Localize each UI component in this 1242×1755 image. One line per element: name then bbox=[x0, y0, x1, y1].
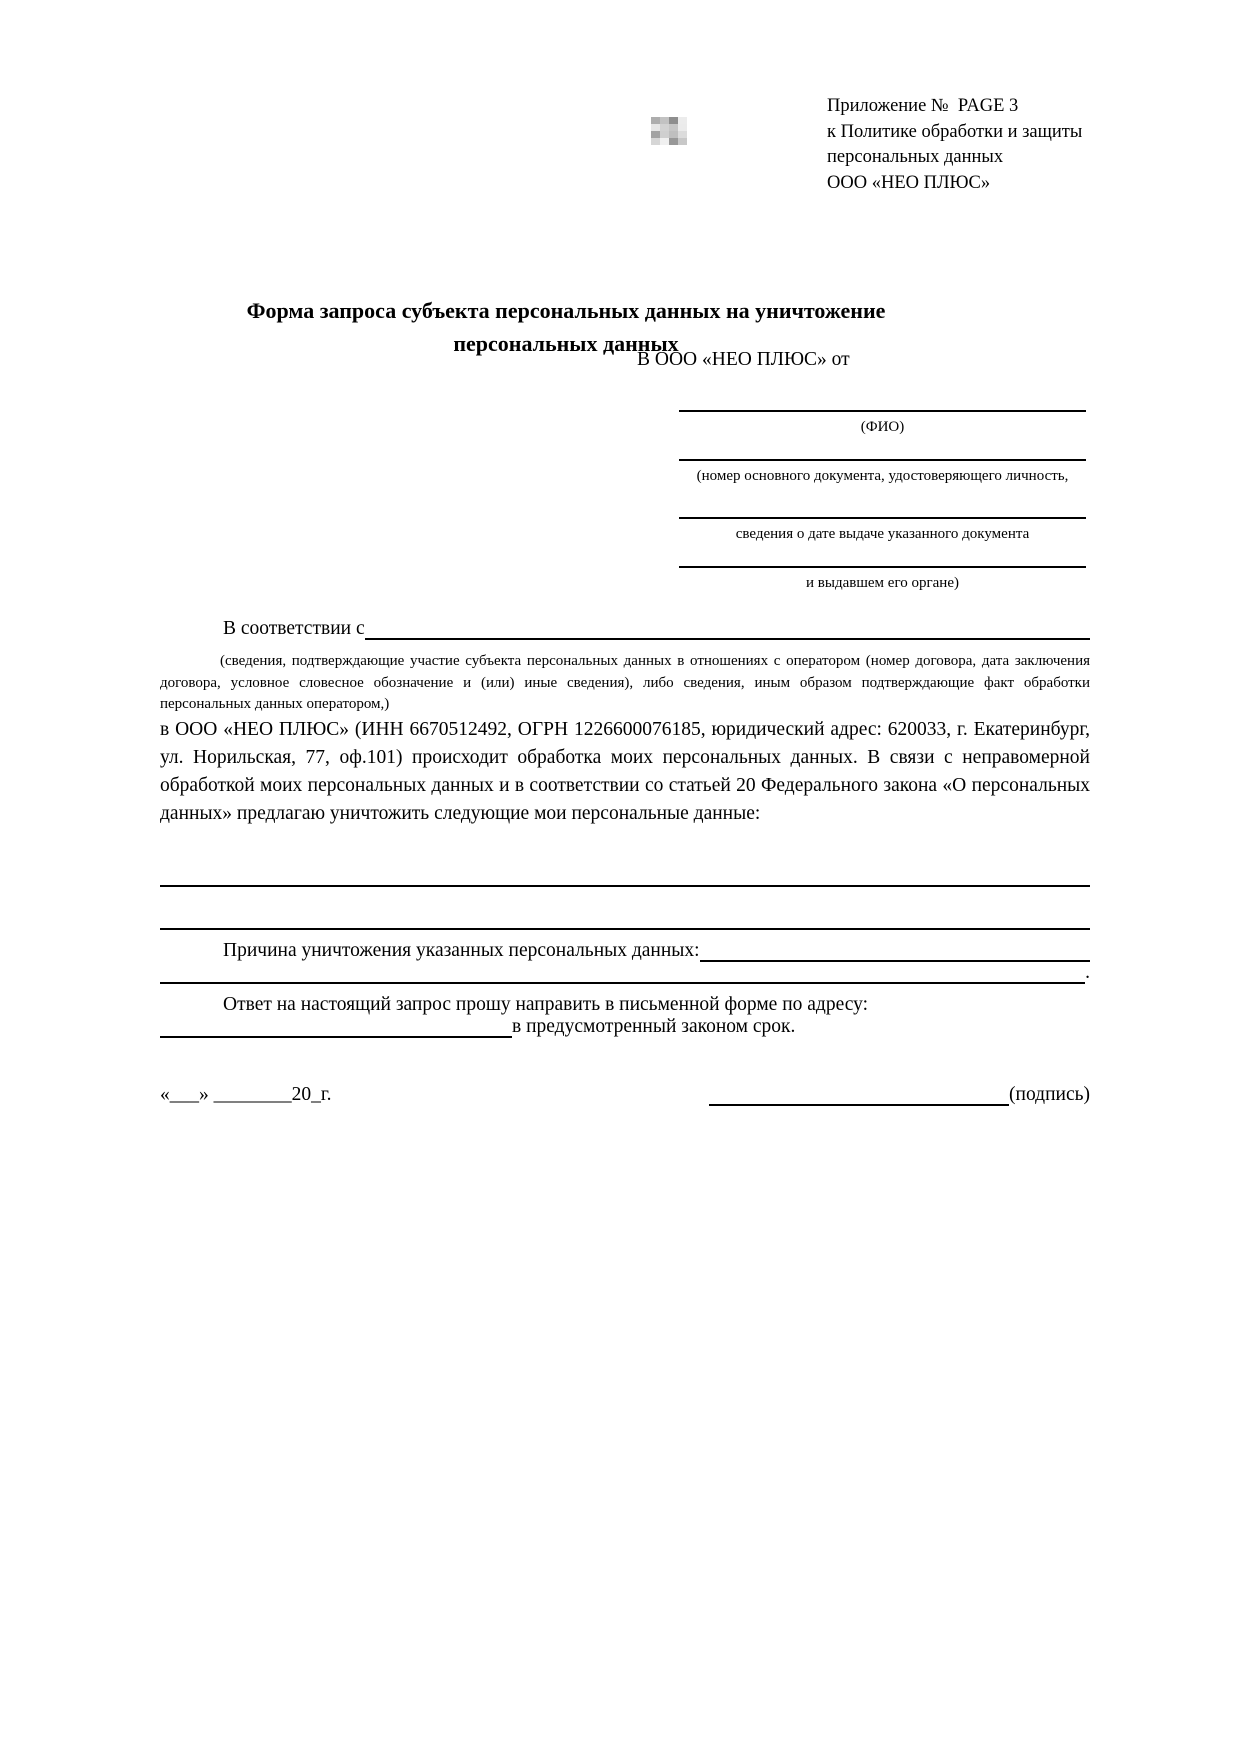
reason-continuation-line bbox=[160, 962, 1090, 984]
reason-blank-line-2 bbox=[160, 962, 1085, 984]
date-blank: «___» ________20_г. bbox=[160, 1084, 332, 1105]
blank-field-document-issue-date: сведения о дате выдаче указанного документа bbox=[679, 517, 1086, 544]
signature-caption: (подпись) bbox=[1009, 1084, 1090, 1105]
appendix-note-line: ООО «НЕО ПЛЮС» bbox=[827, 172, 991, 193]
form-title-line1: Форма запроса субъекта персональных данных на уничтожение bbox=[246, 298, 886, 323]
response-suffix: в предусмотренный законом срок. bbox=[512, 1016, 796, 1037]
appendix-note bbox=[827, 94, 1082, 196]
accordance-line bbox=[160, 618, 1090, 640]
data-blank-line-2 bbox=[160, 928, 1090, 930]
appendix-note-line: персональных данных bbox=[827, 147, 1004, 167]
response-address-line bbox=[160, 1016, 1090, 1038]
reason-label: Причина уничтожения указанных персональных данных: bbox=[223, 940, 700, 961]
body-paragraph: в ООО «НЕО ПЛЮС» (ИНН 6670512492, ОГРН 1226600076185, юридический адрес: 620033, г. Екатеринбург, ул. Норильская, 77, оф.101) происходит обработка моих персональных данных. В связи с неправомерной обработкой моих персональных данных и в соответствии со статьей 20 Федерального закона «О персональных данных» предлагаю уничтожить следующие мои персональные данные: bbox=[160, 719, 1090, 824]
form-title bbox=[160, 294, 972, 360]
accordance-blank-line bbox=[365, 618, 1090, 640]
line-terminator: . bbox=[1085, 962, 1090, 983]
appendix-note-line: Приложение № PAGE 3 bbox=[827, 96, 1019, 116]
signature-row bbox=[160, 1084, 1090, 1106]
blank-field-fio: (ФИО) bbox=[679, 410, 1086, 437]
accordance-footnote: (сведения, подтверждающие участие субъекта персональных данных в отношениях с оператором (номер договора, дата заключения договора, условное словесное обозначение и (или) иные сведения), либо сведения, иным образом подтверждающие факт обработки персональных данных оператором,) bbox=[160, 653, 1090, 712]
reason-blank-line bbox=[700, 940, 1090, 962]
reason-line bbox=[160, 940, 1090, 962]
blank-field-issuing-authority: и выдавшем его органе) bbox=[679, 566, 1086, 593]
data-blank-line-1 bbox=[160, 885, 1090, 887]
addressee-line: В ООО «НЕО ПЛЮС» от bbox=[637, 349, 850, 370]
appendix-note-line: к Политике обработки и защиты bbox=[827, 121, 1083, 142]
address-blank-line bbox=[160, 1016, 512, 1038]
signature-group bbox=[709, 1084, 1090, 1106]
form-title-line2: персональных данных bbox=[453, 331, 679, 356]
blank-field-document-number: (номер основного документа, удостоверяющего личность, bbox=[679, 459, 1086, 486]
accordance-prefix: В соответствии с bbox=[223, 618, 365, 639]
blurred-logo-image bbox=[651, 117, 687, 145]
response-request-paragraph: Ответ на настоящий запрос прошу направить в письменной форме по адресу: bbox=[223, 994, 869, 1015]
signature-blank-line bbox=[709, 1084, 1009, 1106]
